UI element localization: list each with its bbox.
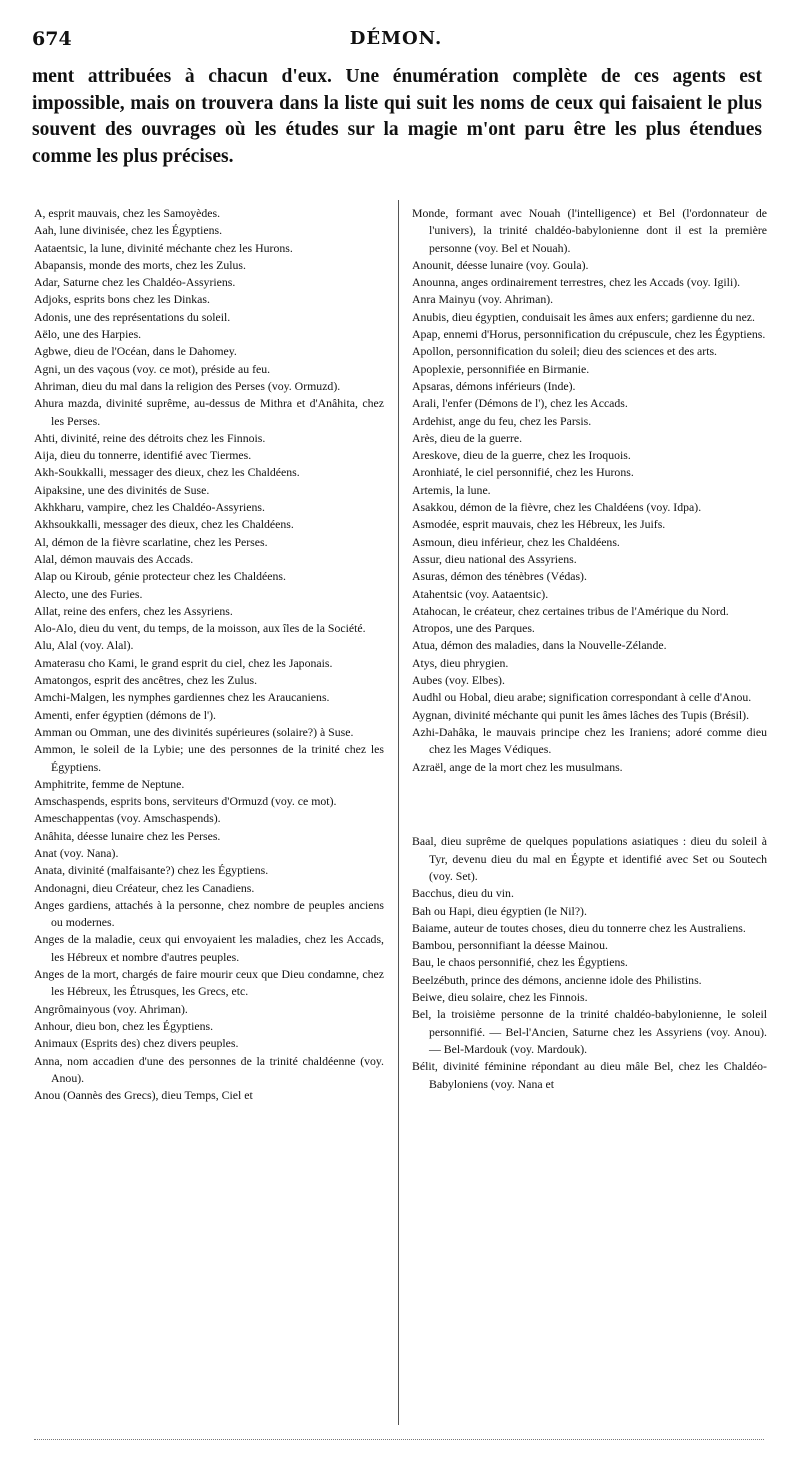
glossary-entry: Alu, Alal (voy. Alal). [34, 638, 134, 653]
glossary-entry: Asmoun, dieu inférieur, chez les Chaldéens. [412, 534, 620, 549]
glossary-entry: Aygnan, divinité méchante qui punit les âmes lâches des Tupis (Brésil). [412, 707, 750, 722]
glossary-entry: Bah ou Hapi, dieu égyptien (le Nil?). [412, 903, 587, 918]
glossary-entry: Asuras, démon des ténèbres (Védas). [412, 569, 587, 584]
glossary-entry: Ahti, divinité, reine des détroits chez les Finnois. [34, 430, 266, 445]
glossary-entry: Anat (voy. Nana). [34, 845, 119, 860]
glossary-entry: Aubes (voy. Elbes). [412, 673, 505, 688]
glossary-entry: Asmodée, esprit mauvais, chez les Hébreux, les Juifs. [412, 517, 666, 532]
left-column [34, 205, 384, 1104]
glossary-entry: Bélit, divinité féminine répondant au dieu mâle Bel, chez les Chaldéo-Babyloniens (voy. Nana et [412, 1059, 767, 1091]
glossary-entry: Bel, la troisième personne de la trinité chaldéo-babylonienne, le soleil personnifié. — Bel-l'Ancien, Saturne chez les Assyriens (voy. Anou). — Bel-Mardouk (voy. Mardouk). [412, 1007, 767, 1056]
glossary-entry: Adar, Saturne chez les Chaldéo-Assyriens. [34, 275, 236, 290]
glossary-entry: Apap, ennemi d'Horus, personnification du crépuscule, chez les Égyptiens. [412, 327, 766, 342]
glossary-entry: Aataentsic, la lune, divinité méchante chez les Hurons. [34, 240, 293, 255]
glossary-entry: Apoplexie, personnifiée en Birmanie. [412, 361, 590, 376]
glossary-entry: Anâhita, déesse lunaire chez les Perses. [34, 828, 221, 843]
footer-rule [34, 1439, 764, 1441]
glossary-entry: Anges de la maladie, ceux qui envoyaient les maladies, chez les Accads, les Hébreux et nombre d'autres peuples. [34, 932, 384, 964]
glossary-entry: Amschaspends, esprits bons, serviteurs d'Ormuzd (voy. ce mot). [34, 794, 337, 809]
page-number: 674 [32, 28, 72, 50]
glossary-entry: Audhl ou Hobal, dieu arabe; signification correspondant à celle d'Anou. [412, 690, 752, 705]
glossary-entry: Aronhiaté, le ciel personnifié, chez les Hurons. [412, 465, 634, 480]
glossary-entry: Areskove, dieu de la guerre, chez les Iroquois. [412, 448, 631, 463]
glossary-entry: Anata, divinité (malfaisante?) chez les Égyptiens. [34, 863, 269, 878]
glossary-entry: Amphitrite, femme de Neptune. [34, 776, 185, 791]
page-header [32, 28, 760, 56]
glossary-entry: Anges gardiens, attachés à la personne, chez nombre de peuples anciens ou modernes. [34, 897, 384, 930]
intro-paragraph: ment attribuées à chacun d'eux. Une énumération complète de ces agents est impossible, mais on trouvera dans la liste qui suit les noms de ceux qui faisaient le plus souvent des ouvrages où les études sur la magie m'ont paru être les plus étendues comme les plus précises. [32, 66, 762, 167]
glossary-entry: Akhkharu, vampire, chez les Chaldéo-Assyriens. [34, 500, 265, 515]
glossary-entry: Amman ou Omman, une des divinités supérieures (solaire?) à Suse. [34, 724, 354, 739]
glossary-entry: Ameschappentas (voy. Amschaspends). [34, 811, 221, 826]
glossary-entry: Al, démon de la fièvre scarlatine, chez les Perses. [34, 534, 268, 549]
glossary-entry: Assur, dieu national des Assyriens. [412, 551, 577, 566]
glossary-entry: Ardehist, ange du feu, chez les Parsis. [412, 413, 592, 428]
glossary-entry: Arès, dieu de la guerre. [412, 430, 523, 445]
glossary-entry: Anhour, dieu bon, chez les Égyptiens. [34, 1018, 214, 1033]
glossary-entry: Ahura mazda, divinité suprême, au-dessus de Mithra et d'Anâhita, chez les Perses. [34, 396, 384, 428]
glossary-entry: Anou (Oannès des Grecs), dieu Temps, Ciel et [34, 1088, 253, 1103]
glossary-entry: Artemis, la lune. [412, 482, 491, 497]
glossary-entry: Amchi-Malgen, les nymphes gardiennes chez les Araucaniens. [34, 690, 330, 705]
glossary-entry: Azhi-Dahâka, le mauvais principe chez les Iraniens; adoré comme dieu chez les Mages Védiques. [412, 724, 767, 757]
glossary-entry: A, esprit mauvais, chez les Samoyèdes. [34, 206, 221, 220]
glossary-entry: Aipaksine, une des divinités de Suse. [34, 482, 210, 497]
glossary-entry: Abapansis, monde des morts, chez les Zulus. [34, 257, 246, 272]
glossary-entry: Bau, le chaos personnifié, chez les Égyptiens. [412, 955, 628, 970]
glossary-entry: Angrômainyous (voy. Ahriman). [34, 1001, 188, 1016]
glossary-entry: Anounit, déesse lunaire (voy. Goula). [412, 257, 589, 272]
glossary-entry: Akhsoukkalli, messager des dieux, chez les Chaldéens. [34, 517, 294, 532]
glossary-entry: Alecto, une des Furies. [34, 586, 143, 601]
glossary-entry: Bambou, personnifiant la déesse Mainou. [412, 938, 608, 953]
glossary-entry: Anra Mainyu (voy. Ahriman). [412, 292, 554, 307]
glossary-entry: Animaux (Esprits des) chez divers peuples. [34, 1036, 239, 1051]
glossary-entry: Amenti, enfer égyptien (démons de l'). [34, 707, 216, 722]
glossary-entry: Anounna, anges ordinairement terrestres, chez les Accads (voy. Igili). [412, 275, 741, 290]
glossary-entry: Beiwe, dieu solaire, chez les Finnois. [412, 990, 588, 1005]
glossary-entry: Aëlo, une des Harpies. [34, 327, 142, 342]
glossary-entry: Atahentsic (voy. Aataentsic). [412, 586, 549, 601]
glossary-entry: Amatongos, esprit des ancêtres, chez les Zulus. [34, 673, 258, 688]
glossary-entry: Apollon, personnification du soleil; dieu des sciences et des arts. [412, 344, 718, 359]
glossary-entry: Asakkou, démon de la fièvre, chez les Chaldéens (voy. Idpa). [412, 500, 702, 515]
glossary-entry: Adjoks, esprits bons chez les Dinkas. [34, 292, 210, 307]
right-column [412, 205, 767, 1093]
glossary-entry: Agni, un des vaçous (voy. ce mot), préside au feu. [34, 361, 271, 376]
glossary-entry: Andonagni, dieu Créateur, chez les Canadiens. [34, 880, 255, 895]
glossary-entry: Atropos, une des Parques. [412, 621, 535, 636]
section-gap [412, 788, 767, 822]
glossary-entry: Arali, l'enfer (Démons de l'), chez les Accads. [412, 396, 628, 411]
page-title: DÉMON. [349, 28, 443, 49]
glossary-entry: Ammon, le soleil de la Lybie; une des personnes de la trinité chez les Égyptiens. [34, 742, 384, 774]
glossary-entry: Atua, démon des maladies, dans la Nouvelle-Zélande. [412, 638, 667, 653]
glossary-entry: Baiame, auteur de toutes choses, dieu du tonnerre chez les Australiens. [412, 920, 746, 935]
glossary-entry: Apsaras, démons inférieurs (Inde). [412, 378, 576, 393]
glossary-entry: Adonis, une des représentations du soleil. [34, 309, 231, 324]
glossary-entry: Azraël, ange de la mort chez les musulmans. [412, 759, 623, 774]
glossary-entry: Monde, formant avec Nouah (l'intelligence) et Bel (l'ordonnateur de l'univers), la trinité chaldéo-babylonienne dont il est la première personne (voy. Bel et Nouah). [412, 206, 767, 255]
glossary-entry: Anna, nom accadien d'une des personnes de la trinité chaldéenne (voy. Anou). [34, 1053, 384, 1085]
column-divider [398, 200, 399, 1425]
glossary-entry: Aija, dieu du tonnerre, identifié avec Tiermes. [34, 448, 252, 463]
glossary-entry: Akh-Soukkalli, messager des dieux, chez les Chaldéens. [34, 465, 300, 480]
glossary-entry: Agbwe, dieu de l'Océan, dans le Dahomey. [34, 344, 237, 359]
glossary-entry: Aah, lune divinisée, chez les Égyptiens. [34, 223, 223, 238]
glossary-entry: Anges de la mort, chargés de faire mourir ceux que Dieu condamne, chez les Hébreux, les Étrusques, les Grecs, etc. [34, 967, 384, 999]
glossary-entry: Ahriman, dieu du mal dans la religion des Perses (voy. Ormuzd). [34, 378, 341, 393]
glossary-entry: Alal, démon mauvais des Accads. [34, 551, 194, 566]
glossary-entry: Atahocan, le créateur, chez certaines tribus de l'Amérique du Nord. [412, 603, 729, 618]
glossary-entry: Allat, reine des enfers, chez les Assyriens. [34, 603, 233, 618]
glossary-entry: Baal, dieu suprême de quelques populations asiatiques : dieu du soleil à Tyr, devenu dieu du mal en Égypte et identifié avec Set ou Soutech (voy. Set). [412, 834, 767, 883]
glossary-entry: Amaterasu cho Kami, le grand esprit du ciel, chez les Japonais. [34, 655, 333, 670]
glossary-entry: Bacchus, dieu du vin. [412, 886, 514, 901]
glossary-entry: Beelzébuth, prince des démons, ancienne idole des Philistins. [412, 972, 702, 987]
glossary-entry: Alo-Alo, dieu du vent, du temps, de la moisson, aux îles de la Société. [34, 621, 366, 636]
glossary-entry: Anubis, dieu égyptien, conduisait les âmes aux enfers; gardienne du nez. [412, 309, 755, 324]
glossary-entry: Atys, dieu phrygien. [412, 655, 509, 670]
glossary-entry: Alap ou Kiroub, génie protecteur chez les Chaldéens. [34, 569, 286, 584]
